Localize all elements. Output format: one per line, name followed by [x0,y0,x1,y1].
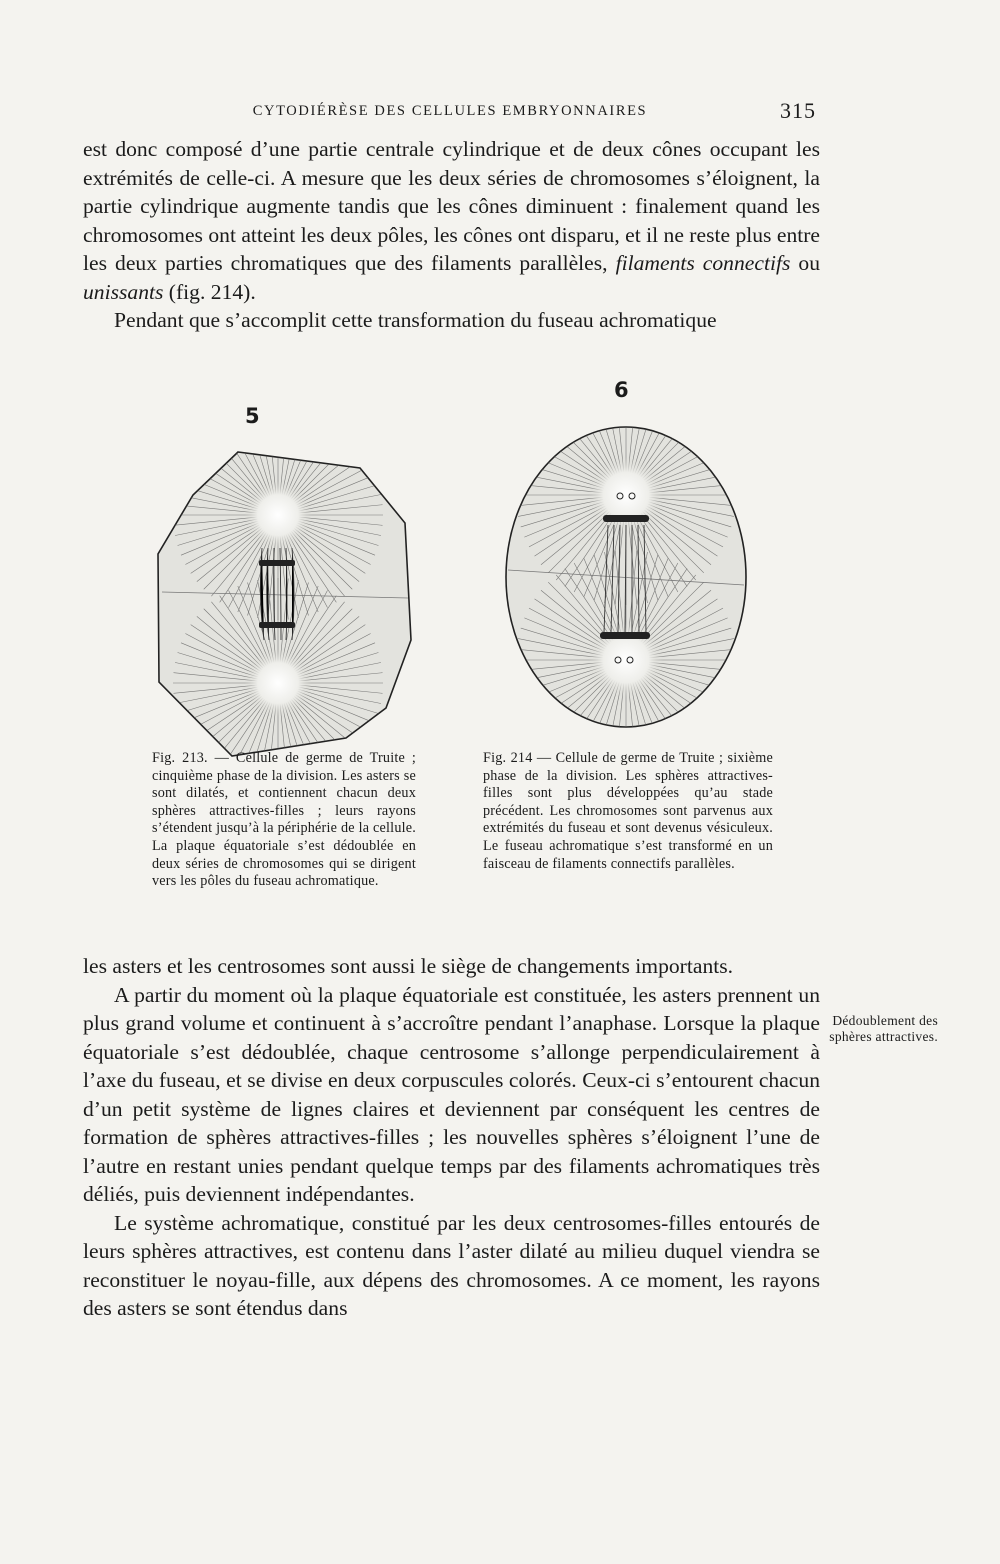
figure-number: 6 [614,378,629,402]
figure-caption-213: Fig. 213. — Cellule de germe de Truite ; cinquième phase de la division. Les asters se sont dilatés, et contiennent chacun deux sphères attractives-filles ; leurs rayons s’étendent jusqu’à la périphérie de la cellule. La plaque équatoriale s’est dédoublée en deux séries de chromosomes qui se dirigent vers les pôles du fuseau achromatique. [152,750,416,890]
figure-5-cell-drawing [158,410,411,788]
figure-caption-214: Fig. 214 — Cellule de germe de Truite ; sixième phase de la division. Les sphères attractives-filles sont plus développées qu’au stade précédent. Les chromosomes sont parvenus aux extrémités du fuseau et sont devenus vésiculeux. Le fuseau achromatique s’est transformé en un faisceau de filaments connectifs parallèles. [483,750,773,872]
body-text-bottom [83,952,820,1323]
running-head: CYTODIÉRÈSE DES CELLULES EMBRYONNAIRES [252,103,648,119]
paragraph: A partir du moment où la plaque équatoriale est constituée, les asters prennent un plus grand volume et continuent à s’accroître pendant l’anaphase. Lorsque la plaque équatoriale s’est dédoublée, chaque centrosome s’allonge perpendiculairement à l’axe du fuseau, et se divise en deux corpuscules colorés. Ceux-ci s’entourent chacun d’un petit système de lignes claires et deviennent par conséquent les centres de formation de sphères attractives-filles ; les nouvelles sphères s’éloignent l’une de l’autre en restant unies pendant quelque temps par des filaments achromatiques très déliés, puis deviennent indépendantes. [83,982,820,1206]
paragraph: Pendant que s’accomplit cette transformation du fuseau achromatique [114,308,717,332]
figure-6-cell-drawing [506,385,746,770]
paragraph: est donc composé d’une partie centrale cylindrique et de deux cônes occupant les extrémités de celle-ci. A mesure que les deux séries de chromosomes s’éloignent, la partie cylindrique augmente tandis que les cônes diminuent : finalement quand les chromosomes ont atteint les deux pôles, les cônes ont disparu, et il ne reste plus entre les deux parties chromatiques que des filaments parallèles, filaments connectifs ou unissants (fig. 214). [83,137,821,304]
aster-top [244,481,312,549]
paragraph: Le système achromatique, constitué par les deux centrosomes-filles entourés de leurs sphères attractives, est contenu dans l’aster dilaté au milieu duquel viendra se reconstituer le noyau-fille, aux dépens des chromosomes. A ce moment, les rayons des asters se sont étendus dans [83,1210,820,1320]
margin-note: Dédoublement des sphères attractives. [829,1013,938,1044]
italic-term: filaments connectifs [615,251,791,275]
italic-term: unissants [83,279,164,304]
paragraph: les asters et les centrosomes sont aussi le siège de changements importants. [83,954,734,978]
page-number: 315 [780,98,816,123]
aster-bottom [244,649,312,717]
figure-number: 5 [245,404,260,428]
